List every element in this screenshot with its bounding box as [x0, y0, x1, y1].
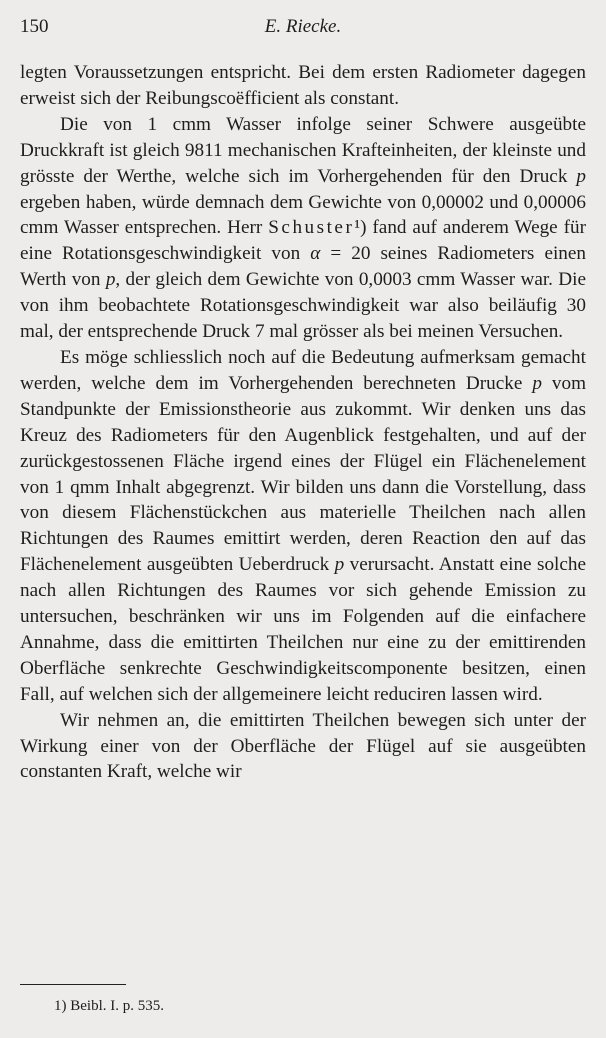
body-text: [20, 60, 586, 785]
italic-symbol: α: [310, 243, 321, 265]
text-run: Es möge schliesslich noch auf die Bedeutung aufmerksam gemacht werden, welche dem im Vorhergehenden berechneten Drucke: [20, 346, 586, 394]
text-run: ergeben haben, würde demnach dem Gewichte von 0,00002 und 0,00006 cmm Wasser entsprechen. Herr: [20, 191, 586, 239]
text-run: legten Voraussetzungen entspricht. Bei dem ersten Radiometer dagegen erweist sich der Reibungscoëfficient als constant.: [20, 62, 586, 109]
text-run: verursacht. Anstatt eine solche nach allen Richtungen des Raumes vor sich gehende Emission zu untersuchen, beschränken wir uns im Folgenden auf die einfachere Annahme, dass die emittirten Theilchen nur eine zu der emittirenden Oberfläche senkrechte Geschwindigkeitscomponente besitzen, einen Fall, auf welchen sich der allgemeinere leicht reduciren lassen wird.: [20, 554, 587, 705]
running-head: E. Riecke.: [264, 16, 342, 37]
text-run: , der gleich dem Gewichte von 0,0003 cmm Wasser war. Die von ihm beobachtete Rotationsgeschwindigkeit war also beiläufig 30 mal, der entsprechende Druck 7 mal grösser als bei meinen Versuchen.: [20, 269, 587, 343]
footnote-rule: [20, 984, 126, 985]
spaced-name: Schuster: [268, 217, 355, 239]
italic-symbol: p: [334, 554, 345, 576]
text-run: Die von 1 cmm Wasser infolge seiner Schwere ausgeübte Druckkraft ist gleich 9811 mechanischen Krafteinheiten, der kleinste und grösste der Werthe, welche sich im Vorhergehenden für den Druck: [20, 113, 586, 187]
paragraph: [20, 112, 586, 345]
italic-symbol: p: [576, 165, 586, 187]
footnote: 1) Beibl. I. p. 535.: [54, 998, 164, 1014]
text-run: = 20 seines Radiometers einen Werth von: [20, 243, 586, 291]
paragraph: [20, 345, 586, 708]
italic-symbol: p: [532, 372, 542, 394]
italic-symbol: p: [105, 269, 116, 291]
paragraph: [20, 60, 586, 112]
page-number: 150: [20, 16, 49, 37]
text-run: ¹) fand auf anderem Wege für eine Rotationsgeschwindigkeit von: [20, 217, 586, 265]
text-run: vom Standpunkte der Emissionstheorie aus zukommt. Wir denken uns das Kreuz des Radiometers für den Augenblick festgehalten, und auf der zurückgestossenen Fläche irgend eines der Flügel ein Flächenelement von 1 qmm Inhalt abgegrenzt. Wir bilden uns dann die Vorstellung, dass von diesem Flächenstückchen aus materielle Theilchen nach allen Richtungen des Raumes emittirt werden, deren Reaction den auf das Flächenelement ausgeübten Ueberdruck: [20, 372, 586, 576]
text-run: Wir nehmen an, die emittirten Theilchen bewegen sich unter der Wirkung einer von der Oberfläche der Flügel auf sie ausgeübten constanten Kraft, welche wir: [20, 709, 586, 783]
paragraph: [20, 708, 586, 786]
page-header: [20, 16, 586, 44]
